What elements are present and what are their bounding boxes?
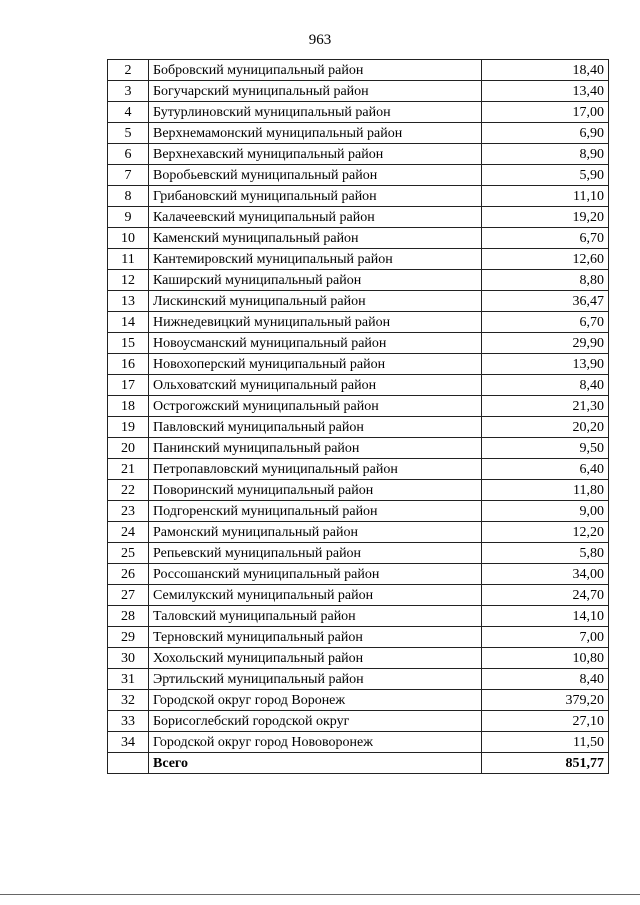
row-number: 3 [108, 81, 149, 102]
row-value: 24,70 [482, 585, 609, 606]
row-name: Поворинский муниципальный район [149, 480, 482, 501]
row-number: 13 [108, 291, 149, 312]
total-number-cell [108, 753, 149, 774]
row-name: Петропавловский муниципальный район [149, 459, 482, 480]
table-row [108, 354, 609, 375]
row-value: 12,20 [482, 522, 609, 543]
row-number: 12 [108, 270, 149, 291]
row-number: 31 [108, 669, 149, 690]
table-row [108, 207, 609, 228]
row-number: 16 [108, 354, 149, 375]
table-row [108, 291, 609, 312]
row-value: 19,20 [482, 207, 609, 228]
table-row [108, 585, 609, 606]
row-name: Каменский муниципальный район [149, 228, 482, 249]
table-row [108, 480, 609, 501]
row-name: Терновский муниципальный район [149, 627, 482, 648]
table-row [108, 228, 609, 249]
row-name: Богучарский муниципальный район [149, 81, 482, 102]
table-row [108, 459, 609, 480]
table-row [108, 732, 609, 753]
row-value: 12,60 [482, 249, 609, 270]
row-number: 21 [108, 459, 149, 480]
row-value: 9,00 [482, 501, 609, 522]
row-number: 28 [108, 606, 149, 627]
row-value: 11,10 [482, 186, 609, 207]
row-number: 8 [108, 186, 149, 207]
table-row [108, 60, 609, 81]
row-number: 19 [108, 417, 149, 438]
table-row [108, 186, 609, 207]
row-name: Бутурлиновский муниципальный район [149, 102, 482, 123]
row-name: Семилукский муниципальный район [149, 585, 482, 606]
row-number: 26 [108, 564, 149, 585]
data-table [107, 59, 609, 774]
total-row [108, 753, 609, 774]
row-name: Городской округ город Воронеж [149, 690, 482, 711]
row-number: 29 [108, 627, 149, 648]
row-name: Таловский муниципальный район [149, 606, 482, 627]
row-name: Каширский муниципальный район [149, 270, 482, 291]
row-value: 11,50 [482, 732, 609, 753]
row-name: Эртильский муниципальный район [149, 669, 482, 690]
table-row [108, 333, 609, 354]
row-number: 6 [108, 144, 149, 165]
row-name: Павловский муниципальный район [149, 417, 482, 438]
row-number: 4 [108, 102, 149, 123]
table-row [108, 501, 609, 522]
row-value: 13,40 [482, 81, 609, 102]
row-value: 13,90 [482, 354, 609, 375]
row-number: 24 [108, 522, 149, 543]
row-number: 27 [108, 585, 149, 606]
table-row [108, 564, 609, 585]
table-row [108, 669, 609, 690]
row-value: 11,80 [482, 480, 609, 501]
row-value: 14,10 [482, 606, 609, 627]
row-value: 8,90 [482, 144, 609, 165]
row-name: Ольховатский муниципальный район [149, 375, 482, 396]
row-value: 34,00 [482, 564, 609, 585]
row-name: Россошанский муниципальный район [149, 564, 482, 585]
row-name: Бобровский муниципальный район [149, 60, 482, 81]
row-name: Новохоперский муниципальный район [149, 354, 482, 375]
row-value: 21,30 [482, 396, 609, 417]
row-name: Городской округ город Нововоронеж [149, 732, 482, 753]
table-row [108, 102, 609, 123]
table-row [108, 123, 609, 144]
row-number: 25 [108, 543, 149, 564]
row-value: 8,40 [482, 669, 609, 690]
table-row [108, 711, 609, 732]
table-row [108, 543, 609, 564]
row-name: Репьевский муниципальный район [149, 543, 482, 564]
table-row [108, 165, 609, 186]
row-name: Острогожский муниципальный район [149, 396, 482, 417]
row-number: 20 [108, 438, 149, 459]
row-value: 6,70 [482, 312, 609, 333]
row-value: 9,50 [482, 438, 609, 459]
row-number: 30 [108, 648, 149, 669]
row-name: Хохольский муниципальный район [149, 648, 482, 669]
row-name: Нижнедевицкий муниципальный район [149, 312, 482, 333]
row-name: Верхнемамонский муниципальный район [149, 123, 482, 144]
row-value: 36,47 [482, 291, 609, 312]
table-body [108, 60, 609, 774]
table-row [108, 144, 609, 165]
table-row [108, 270, 609, 291]
table-row [108, 417, 609, 438]
table-row [108, 690, 609, 711]
row-number: 33 [108, 711, 149, 732]
row-value: 6,90 [482, 123, 609, 144]
table-row [108, 627, 609, 648]
row-name: Подгоренский муниципальный район [149, 501, 482, 522]
row-name: Кантемировский муниципальный район [149, 249, 482, 270]
row-number: 11 [108, 249, 149, 270]
row-name: Лискинский муниципальный район [149, 291, 482, 312]
table-row [108, 396, 609, 417]
row-number: 2 [108, 60, 149, 81]
row-name: Панинский муниципальный район [149, 438, 482, 459]
table-row [108, 375, 609, 396]
row-number: 34 [108, 732, 149, 753]
row-value: 379,20 [482, 690, 609, 711]
row-name: Новоусманский муниципальный район [149, 333, 482, 354]
row-value: 5,80 [482, 543, 609, 564]
row-value: 17,00 [482, 102, 609, 123]
row-number: 14 [108, 312, 149, 333]
row-value: 27,10 [482, 711, 609, 732]
row-value: 29,90 [482, 333, 609, 354]
row-value: 6,40 [482, 459, 609, 480]
row-value: 20,20 [482, 417, 609, 438]
row-name: Борисоглебский городской округ [149, 711, 482, 732]
row-value: 18,40 [482, 60, 609, 81]
row-value: 6,70 [482, 228, 609, 249]
row-name: Воробьевский муниципальный район [149, 165, 482, 186]
row-value: 8,40 [482, 375, 609, 396]
total-value: 851,77 [482, 753, 609, 774]
row-value: 10,80 [482, 648, 609, 669]
row-name: Грибановский муниципальный район [149, 186, 482, 207]
row-number: 23 [108, 501, 149, 522]
row-value: 5,90 [482, 165, 609, 186]
footer-rule [0, 894, 640, 895]
table-row [108, 522, 609, 543]
row-name: Верхнехавский муниципальный район [149, 144, 482, 165]
row-number: 15 [108, 333, 149, 354]
row-number: 10 [108, 228, 149, 249]
table-row [108, 81, 609, 102]
table-row [108, 606, 609, 627]
row-number: 9 [108, 207, 149, 228]
row-number: 18 [108, 396, 149, 417]
total-label: Всего [149, 753, 482, 774]
table-row [108, 312, 609, 333]
row-value: 7,00 [482, 627, 609, 648]
row-number: 5 [108, 123, 149, 144]
table-row [108, 249, 609, 270]
row-number: 22 [108, 480, 149, 501]
row-number: 32 [108, 690, 149, 711]
row-number: 17 [108, 375, 149, 396]
row-number: 7 [108, 165, 149, 186]
row-name: Калачеевский муниципальный район [149, 207, 482, 228]
row-value: 8,80 [482, 270, 609, 291]
table-row [108, 648, 609, 669]
page-number: 963 [308, 32, 332, 48]
table-row [108, 438, 609, 459]
row-name: Рамонский муниципальный район [149, 522, 482, 543]
